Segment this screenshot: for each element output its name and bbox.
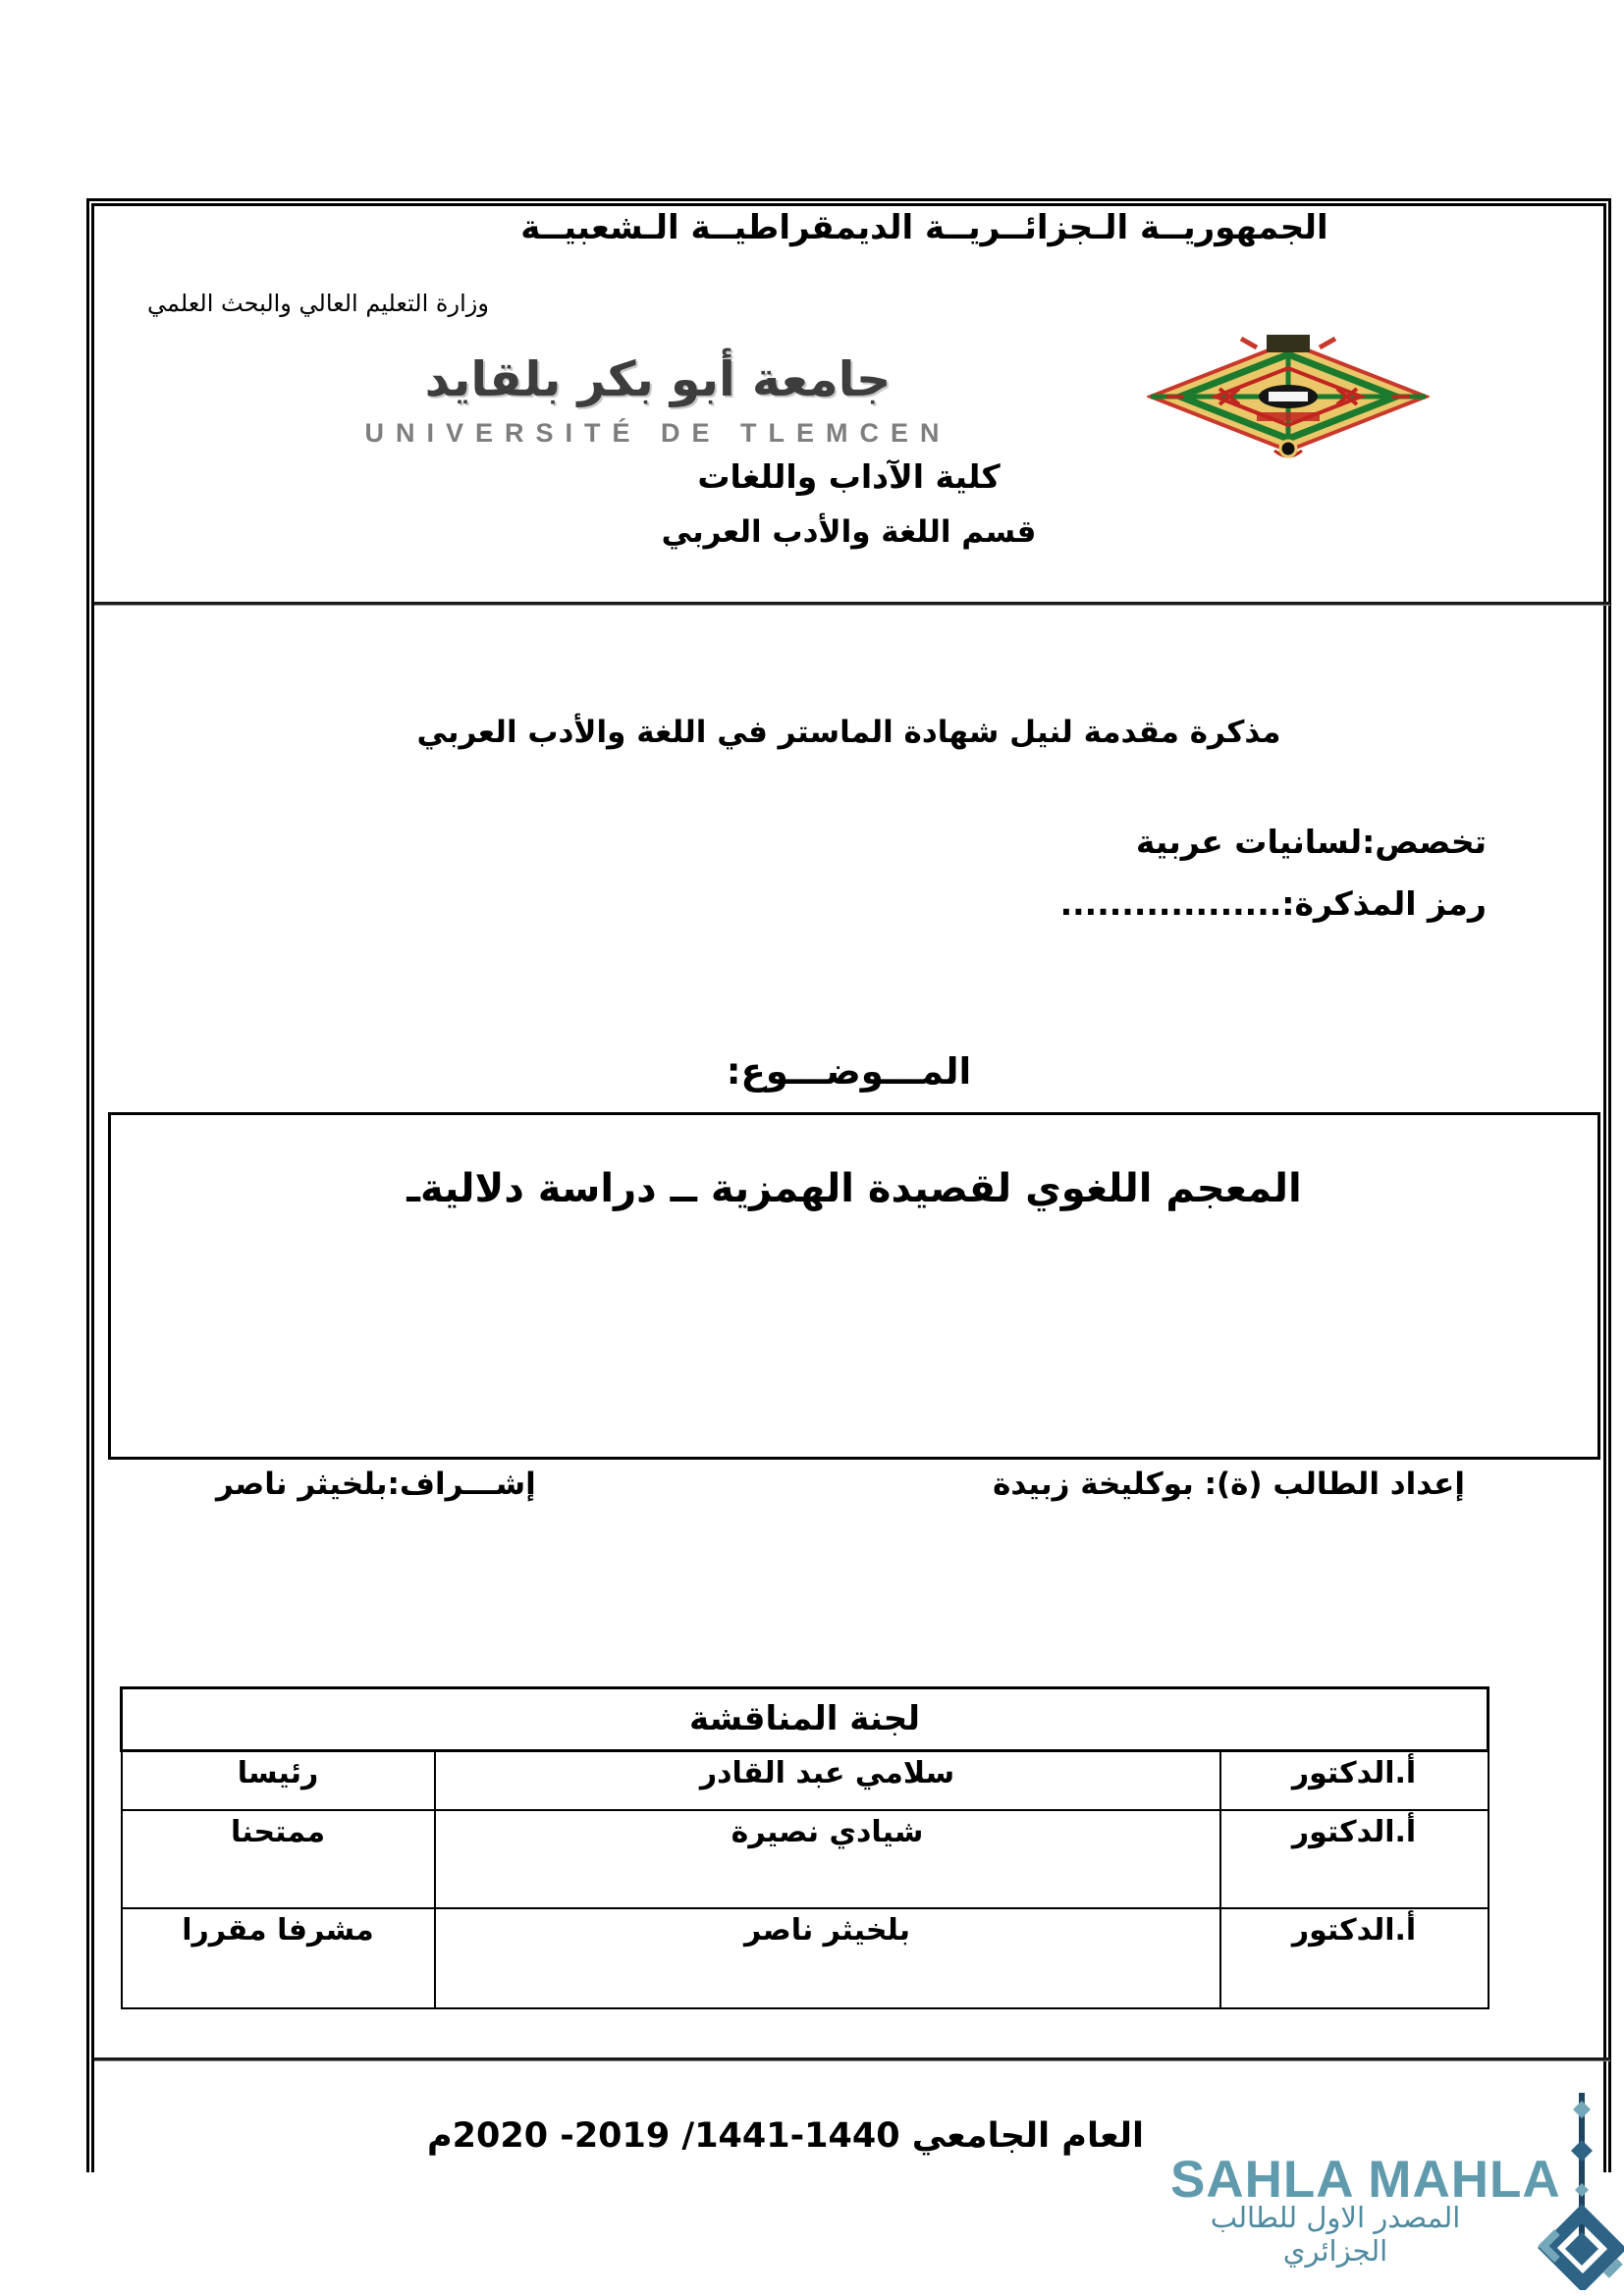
footer-section-divider [94, 2057, 1610, 2060]
table-row [122, 1810, 1489, 1908]
memo-degree-line: مذكرة مقدمة لنيل شهادة الماستر في اللغة والأدب العربي [416, 715, 1281, 750]
specialty-line: تخصص:لسانيات عربية [1135, 823, 1487, 861]
republic-title: الجمهوريــة الـجزائــريــة الديمقراطيــة الـشعبيــة [520, 208, 1328, 247]
department-name: قسم اللغة والأدب العربي [661, 514, 1037, 550]
subject-label: المـــوضـــوع: [726, 1050, 972, 1093]
table-row [122, 1908, 1489, 2008]
ministry-line: وزارة التعليم العالي والبحث العلمي [147, 290, 489, 317]
table-row [122, 1751, 1489, 1810]
sahla-mahla-logo-icon [1536, 2089, 1624, 2290]
member-name-cell: شيادي نصيرة [435, 1810, 1220, 1908]
member-role-cell: ممتحنا [122, 1810, 435, 1908]
university-name-arabic: جامعة أبو بكر بلقايد [424, 351, 892, 407]
member-role-cell: رئيسا [122, 1751, 435, 1810]
committee-header-row [122, 1688, 1489, 1751]
sahla-mahla-tagline: المصدر الاول للطالب الجزائري [1210, 2201, 1461, 2268]
prepared-by-line: إعداد الطالب (ة): بوكليخة زبيدة [993, 1467, 1465, 1502]
sahla-mahla-watermark-text: SAHLA MAHLA [1170, 2151, 1561, 2209]
member-name-cell: سلامي عبد القادر [435, 1751, 1220, 1810]
committee-table [120, 1686, 1489, 2009]
university-crest-icon [1147, 334, 1430, 459]
memo-code-line: رمز المذكرة:.................. [1059, 884, 1487, 923]
faculty-name: كلية الآداب واللغات [697, 457, 1001, 496]
member-name-cell: بلخيثر ناصر [435, 1908, 1220, 2008]
thesis-title: المعجم اللغوي لقصيدة الهمزية ــ دراسة دلاليةـ [406, 1166, 1302, 1211]
member-role-cell: مشرفا مقررا [122, 1908, 435, 2008]
academic-year-line: العام الجامعي 1440-1441/ 2019- 2020م [427, 2116, 1144, 2156]
supervision-line: إشـــراف:بلخيثر ناصر [216, 1467, 536, 1502]
university-name-french: UNIVERSITÉ DE TLEMCEN [364, 418, 951, 448]
member-title-cell: أ.الدكتور [1220, 1908, 1489, 2008]
thesis-title-box [108, 1112, 1600, 1460]
member-title-cell: أ.الدكتور [1220, 1810, 1489, 1908]
header-section-divider [94, 602, 1610, 605]
committee-header-cell: لجنة المناقشة [122, 1688, 1489, 1751]
member-title-cell: أ.الدكتور [1220, 1751, 1489, 1810]
